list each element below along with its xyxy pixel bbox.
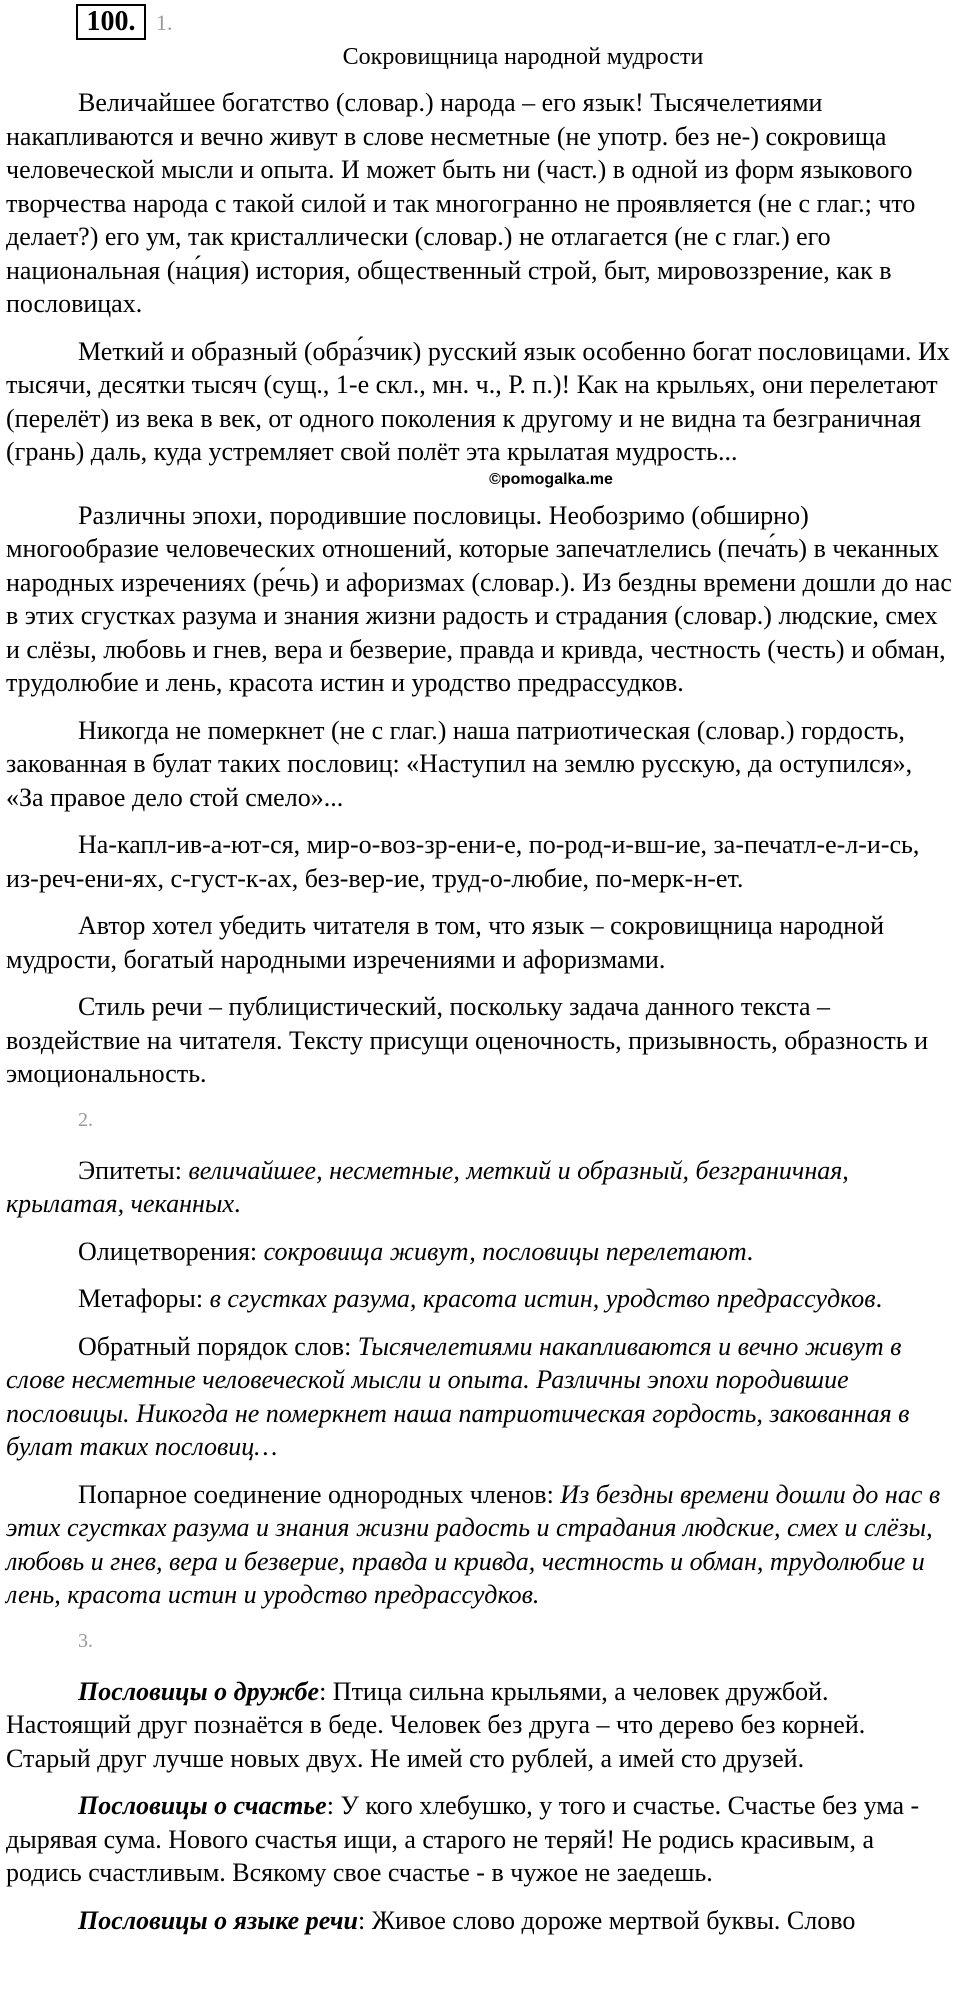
proverbs-heading: Пословицы о языке речи xyxy=(78,1905,359,1935)
text-paragraph-3: Различны эпохи, породившие пословицы. Необозримо (обширно) многообразие человеческих отношений, которые запечатлелись (печа́ть) в чеканных народных изречениях (ре́чь) и афоризмах (словар.). Из бездны времени дошли до нас в этих сгустках разума и знания жизни радость и страдания (словар.) людские, смех и слёзы, любовь и гнев, вера и безверие, правда и кривда, честность (честь) и обман, трудолюбие и лень, красота истин и уродство предрассудков. xyxy=(6,500,952,697)
device-examples: Из бездны времени дошли до нас в этих сгустках разума и знания жизни радость и страдания людские, смех и слёзы, любовь и гнев, вера и безверие, правда и кривда, честность и обман, трудолюбие и лень, красота истин и уродство предрассудков. xyxy=(6,1479,941,1609)
device-examples: сокровища живут, пословицы перелетают xyxy=(263,1236,747,1266)
device-examples: Тысячелетиями накапливаются и вечно живут в слове несметные человеческой мысли и опыта. Различны эпохи породившие пословицы. Никогда не померкнет наша патриотическая гордость, закованная в булат таких пословиц xyxy=(6,1331,910,1461)
morpheme-breakdown: На-капл-ив-а-ют-ся, мир-о-воз-зр-ени-е, по-род-и-вш-ие, за-печатл-е-л-и-сь, из-реч-ени-ях, с-густ-к-ах, без-вер-ие, труд-о-любие, по-мерк-н-ет. xyxy=(6,830,920,893)
text-paragraph-2: Меткий и образный (обра́зчик) русский язык особенно богат пословицами. Их тысячи, десятки тысяч (сущ., 1-е скл., мн. ч., Р. п.)! Как на крыльях, они перелетают (перелёт) из века в век, от одного поколения к другому и не видна та безграничная (грань) даль, куда устремляет свой полёт эта крылатая мудрость... xyxy=(6,336,950,466)
device-examples: величайшее, несметные, меткий и образный, безграничная, крылатая, чеканных xyxy=(6,1155,849,1218)
device-examples: в сгустках разума, красота истин, уродство предрассудков xyxy=(209,1284,876,1313)
part-3-number: 3. xyxy=(78,1629,93,1652)
exercise-number-box: 100. xyxy=(76,4,146,40)
proverbs-language: Пословицы о языке речи: Живое слово дороже мертвой буквы. Слово xyxy=(78,1905,856,1935)
proverbs-heading: Пословицы о счастье xyxy=(78,1791,327,1820)
device-paired-members: Попарное соединение однородных членов: Из бездны времени дошли до нас в этих сгустках разума и знания жизни радость и страдания людские, смех и слёзы, любовь и гнев, вера и безверие, правда и кривда, честность и обман, трудолюбие и лень, красота истин и уродство предрассудков. xyxy=(6,1479,941,1609)
text-paragraph-4: Никогда не померкнет (не с глаг.) наша патриотическая (словар.) гордость, закованная в булат таких пословиц: «Наступил на землю русскую, да оступился», «За правое дело стой смело»... xyxy=(6,715,913,812)
text-title: Сокровищница народной мудрости xyxy=(342,44,704,70)
proverbs-text: Живое слово дороже мертвой буквы. Слово xyxy=(371,1905,856,1935)
proverbs-text: Птица сильна крыльями, а человек дружбой. Настоящий друг познаётся в беде. Человек без друга – что дерево без корней. Старый друг лучше новых двух. Не имей сто рублей, а имей сто друзей. xyxy=(6,1676,866,1773)
device-epithets: Эпитеты: величайшее, несметные, меткий и образный, безграничная, крылатая, чеканных. xyxy=(6,1155,849,1218)
device-metaphors: Метафоры: в сгустках разума, красота истин, уродство предрассудков. xyxy=(78,1284,883,1313)
proverbs-heading: Пословицы о дружбе xyxy=(78,1676,320,1706)
device-label: Обратный порядок слов xyxy=(78,1331,345,1361)
part-2-number: 2. xyxy=(78,1108,93,1131)
device-label: Эпитеты xyxy=(78,1155,175,1185)
part-number: 1. xyxy=(156,10,173,35)
speech-style: Стиль речи – публицистический, поскольку задача данного текста – воздействие на читателя. Тексту присущи оценочность, призывность, образность и эмоциональность. xyxy=(6,992,929,1088)
proverbs-happiness: Пословицы о счастье: У кого хлебушко, у того и счастье. Счастье без ума - дырявая сума. Нового счастья ищи, а старого не теряй! Не родись красивым, а родись счастливым. Всякому свое счастье - в чужое не заедешь. xyxy=(6,1791,920,1887)
device-label: Олицетворения xyxy=(78,1236,250,1266)
author-intent: Автор хотел убедить читателя в том, что язык – сокровищница народной мудрости, богатый народными изречениями и афоризмами. xyxy=(6,911,885,974)
device-personification: Олицетворения: сокровища живут, пословицы перелетают. xyxy=(78,1236,754,1266)
text-paragraph-1: Величайшее богатство (словар.) народа – его язык! Тысячелетиями накапливаются и вечно живут в слове несметные (не употр. без не-) сокровища человеческой мысли и опыта. И может быть ни (част.) в одной из форм языкового творчества народа с такой силой и так многогранно не проявляется (не с глаг.; что делает?) его ум, так кристаллически (словар.) не отлагается (не с глаг.) его национальная (на́ция) история, общественный строй, быт, мировоззрение, как в пословицах. xyxy=(6,88,916,318)
exercise-content xyxy=(6,86,956,1951)
proverbs-friendship: Пословицы о дружбе: Птица сильна крыльями, а человек дружбой. Настоящий друг познаётся в беде. Человек без друга – что дерево без корней. Старый друг лучше новых двух. Не имей сто рублей, а имей сто друзей. xyxy=(6,1676,866,1773)
device-label: Метафоры xyxy=(78,1284,196,1313)
device-label: Попарное соединение однородных членов xyxy=(78,1479,547,1509)
proverbs-text: У кого хлебушко, у того и счастье. Счастье без ума - дырявая сума. Нового счастья ищи, а старого не теряй! Не родись красивым, а родись счастливым. Всякому свое счастье - в чужое не заедешь. xyxy=(6,1791,920,1887)
device-inversion: Обратный порядок слов: Тысячелетиями накапливаются и вечно живут в слове несметные человеческой мысли и опыта. Различны эпохи породившие пословицы. Никогда не померкнет наша патриотическая гордость, закованная в булат таких пословиц… xyxy=(6,1331,910,1461)
watermark: ©pomogalka.me xyxy=(489,470,613,488)
